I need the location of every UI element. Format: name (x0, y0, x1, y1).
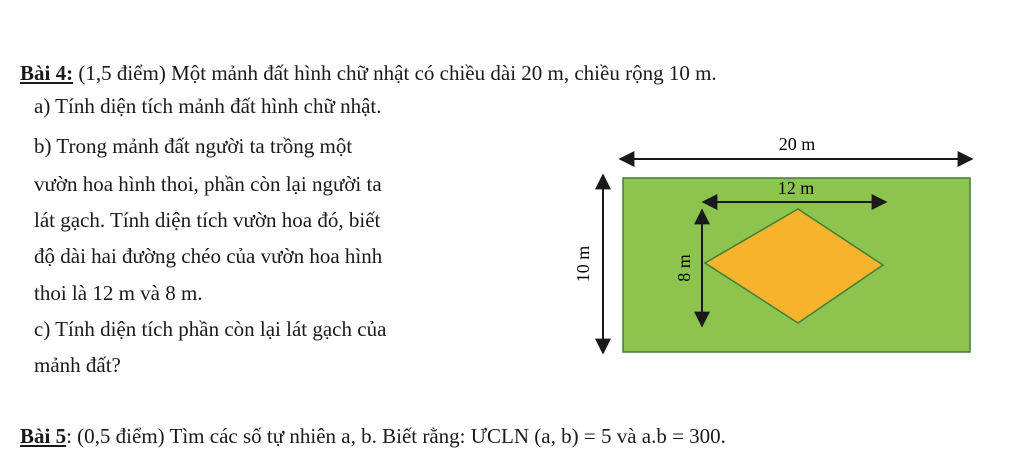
land-figure (560, 128, 990, 368)
problem4-part-b-line-2: vườn hoa hình thoi, phần còn lại người ta (34, 172, 382, 196)
problem5 (20, 423, 726, 449)
problem5-text: : (0,5 điểm) Tìm các số tự nhiên a, b. Biết rằng: ƯCLN (a, b) = 5 và a.b = 300. (66, 424, 726, 448)
problem4-intro: (1,5 điểm) Một mảnh đất hình chữ nhật có chiều dài 20 m, chiều rộng 10 m. (73, 61, 717, 85)
length-label: 20 m (778, 134, 816, 154)
problem4-part-a: a) Tính diện tích mảnh đất hình chữ nhật. (34, 94, 382, 118)
problem4-part-b-line-3: lát gạch. Tính diện tích vườn hoa đó, biết (34, 208, 381, 232)
problem4-label: Bài 4: (20, 61, 74, 85)
problem4-part-b-line-4: độ dài hai đường chéo của vườn hoa hình (34, 244, 383, 268)
short-diagonal-label: 8 m (674, 254, 694, 282)
problem4-part-c-line-2: mảnh đất? (34, 353, 121, 377)
problem4-heading (20, 60, 717, 86)
width-label: 10 m (573, 245, 593, 283)
long-diagonal-label: 12 m (777, 178, 815, 198)
problem4-part-b-line-5: thoi là 12 m và 8 m. (34, 281, 203, 305)
problem5-label: Bài 5 (20, 424, 67, 448)
problem4-part-b-line-1: b) Trong mảnh đất người ta trồng một (34, 134, 353, 158)
problem4-part-c-line-1: c) Tính diện tích phần còn lại lát gạch của (34, 317, 387, 341)
